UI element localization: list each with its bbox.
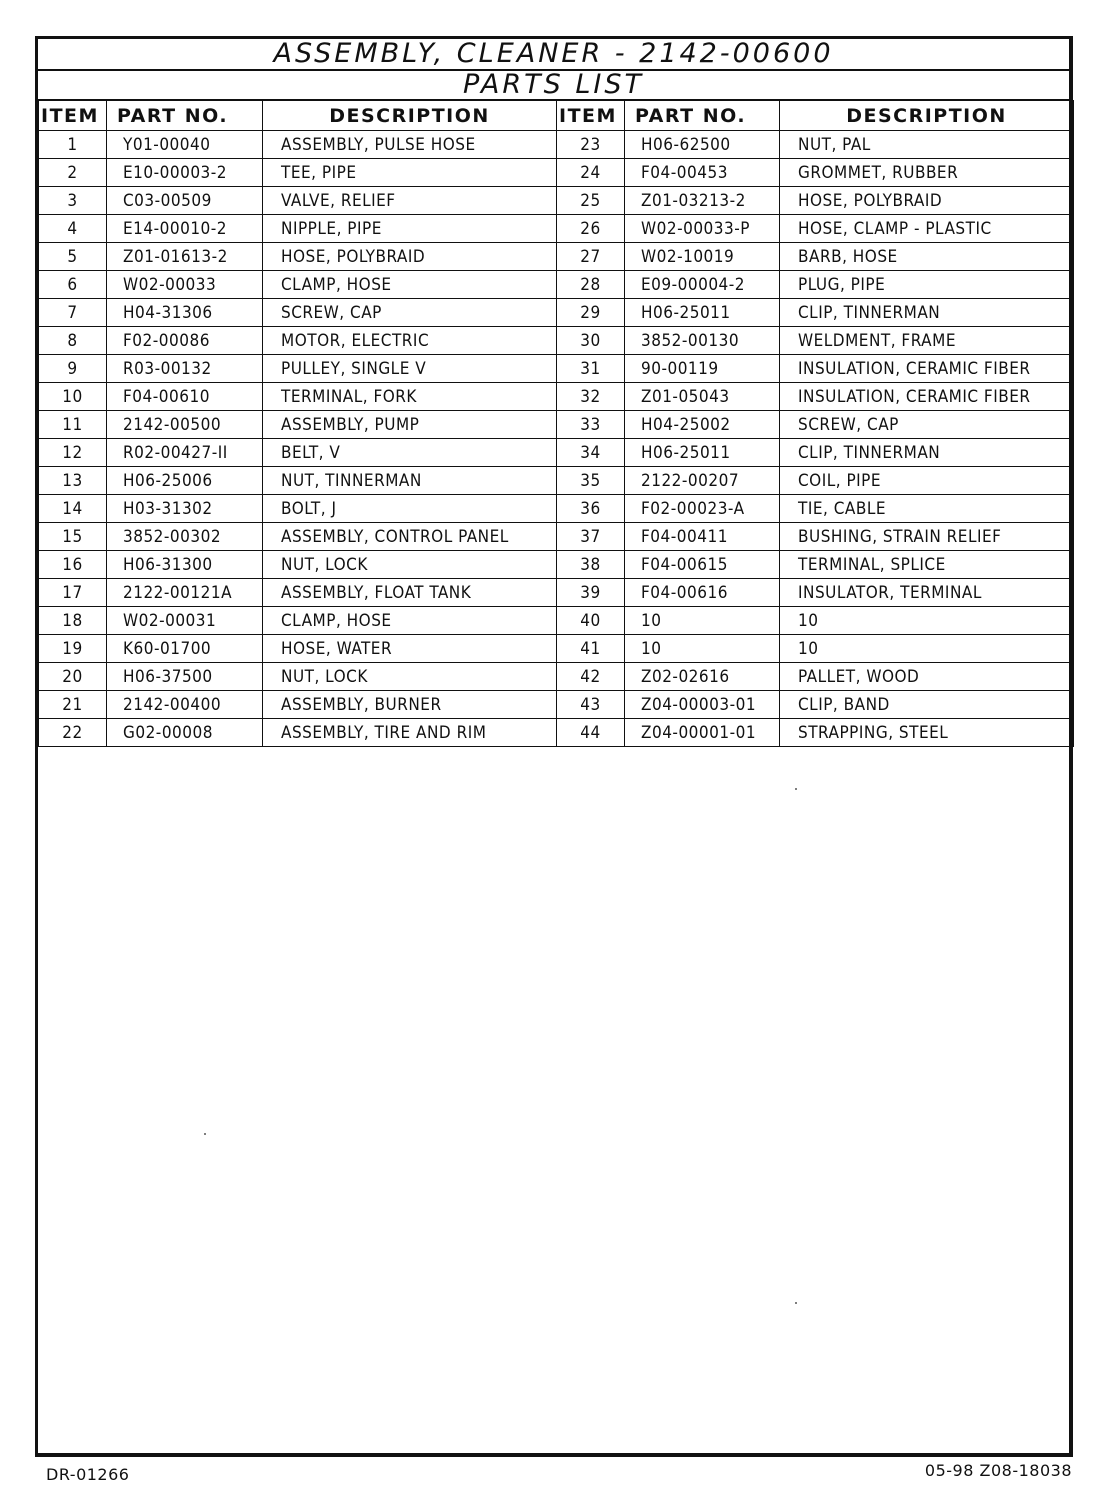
item-number-cell: 44 [557, 719, 625, 747]
part-number-cell: E14-00010-2 [107, 215, 263, 243]
description-cell: 10 [780, 607, 1074, 635]
part-number-cell: W02-00033-P [625, 215, 780, 243]
part-number-cell: W02-00033 [107, 271, 263, 299]
part-number-cell: 2122-00121A [107, 579, 263, 607]
description-cell: INSULATOR, TERMINAL [780, 579, 1074, 607]
description-cell: ASSEMBLY, PUMP [263, 411, 557, 439]
item-number-cell: 28 [557, 271, 625, 299]
part-number-cell: H06-31300 [107, 551, 263, 579]
item-number-cell: 33 [557, 411, 625, 439]
description-cell: TERMINAL, FORK [263, 383, 557, 411]
item-number-cell: 38 [557, 551, 625, 579]
item-number-cell: 10 [39, 383, 107, 411]
description-cell: CLIP, BAND [780, 691, 1074, 719]
item-number-cell: 17 [39, 579, 107, 607]
description-cell: MOTOR, ELECTRIC [263, 327, 557, 355]
item-number-cell: 35 [557, 467, 625, 495]
description-cell: HOSE, WATER [263, 635, 557, 663]
item-number-cell: 40 [557, 607, 625, 635]
part-number-cell: Y01-00040 [107, 131, 263, 159]
item-number-cell: 6 [39, 271, 107, 299]
part-number-cell: F04-00610 [107, 383, 263, 411]
item-number-cell: 4 [39, 215, 107, 243]
drawing-number: DR-01266 [46, 1465, 130, 1484]
item-number-cell: 26 [557, 215, 625, 243]
header-part-no-right: PART NO. [625, 101, 780, 131]
part-number-cell: G02-00008 [107, 719, 263, 747]
description-cell: TEE, PIPE [263, 159, 557, 187]
scan-speck [795, 1302, 797, 1304]
item-number-cell: 43 [557, 691, 625, 719]
part-number-cell: K60-01700 [107, 635, 263, 663]
part-number-cell: 2122-00207 [625, 467, 780, 495]
table-row [39, 495, 1074, 523]
table-row [39, 663, 1074, 691]
header-part-no-left: PART NO. [107, 101, 263, 131]
table-row [39, 551, 1074, 579]
part-number-cell: F04-00411 [625, 523, 780, 551]
item-number-cell: 16 [39, 551, 107, 579]
parts-table [38, 100, 1074, 747]
item-number-cell: 19 [39, 635, 107, 663]
table-row [39, 579, 1074, 607]
item-number-cell: 31 [557, 355, 625, 383]
part-number-cell: F02-00086 [107, 327, 263, 355]
description-cell: INSULATION, CERAMIC FIBER [780, 355, 1074, 383]
item-number-cell: 20 [39, 663, 107, 691]
part-number-cell: 10 [625, 635, 780, 663]
description-cell: ASSEMBLY, PULSE HOSE [263, 131, 557, 159]
item-number-cell: 37 [557, 523, 625, 551]
part-number-cell: H03-31302 [107, 495, 263, 523]
parts-list-title: PARTS LIST [38, 70, 1069, 101]
description-cell: TIE, CABLE [780, 495, 1074, 523]
table-row [39, 243, 1074, 271]
description-cell: HOSE, CLAMP - PLASTIC [780, 215, 1074, 243]
part-number-cell: Z02-02616 [625, 663, 780, 691]
description-cell: NUT, LOCK [263, 551, 557, 579]
part-number-cell: E09-00004-2 [625, 271, 780, 299]
item-number-cell: 2 [39, 159, 107, 187]
description-cell: CLIP, TINNERMAN [780, 299, 1074, 327]
part-number-cell: H06-25011 [625, 439, 780, 467]
description-cell: PALLET, WOOD [780, 663, 1074, 691]
description-cell: BELT, V [263, 439, 557, 467]
description-cell: ASSEMBLY, BURNER [263, 691, 557, 719]
part-number-cell: E10-00003-2 [107, 159, 263, 187]
table-row [39, 327, 1074, 355]
header-description-left: DESCRIPTION [263, 101, 557, 131]
table-row [39, 467, 1074, 495]
item-number-cell: 8 [39, 327, 107, 355]
part-number-cell: 2142-00500 [107, 411, 263, 439]
part-number-cell: 3852-00302 [107, 523, 263, 551]
table-row [39, 355, 1074, 383]
scan-speck [204, 1133, 206, 1135]
table-row [39, 523, 1074, 551]
item-number-cell: 27 [557, 243, 625, 271]
description-cell: CLIP, TINNERMAN [780, 439, 1074, 467]
item-number-cell: 23 [557, 131, 625, 159]
item-number-cell: 18 [39, 607, 107, 635]
table-row [39, 439, 1074, 467]
drawing-frame [35, 36, 1073, 1457]
header-item-left: ITEM [39, 101, 107, 131]
part-number-cell: 90-00119 [625, 355, 780, 383]
item-number-cell: 34 [557, 439, 625, 467]
description-cell: NUT, PAL [780, 131, 1074, 159]
part-number-cell: Z04-00001-01 [625, 719, 780, 747]
description-cell: PULLEY, SINGLE V [263, 355, 557, 383]
header-description-right: DESCRIPTION [780, 101, 1074, 131]
item-number-cell: 3 [39, 187, 107, 215]
revision-code: 05-98 Z08-18038 [924, 1461, 1072, 1480]
part-number-cell: H06-25011 [625, 299, 780, 327]
description-cell: BOLT, J [263, 495, 557, 523]
table-row [39, 383, 1074, 411]
table-row [39, 131, 1074, 159]
header-item-right: ITEM [557, 101, 625, 131]
item-number-cell: 5 [39, 243, 107, 271]
part-number-cell: F04-00453 [625, 159, 780, 187]
parts-table-body [39, 131, 1074, 747]
description-cell: STRAPPING, STEEL [780, 719, 1074, 747]
item-number-cell: 25 [557, 187, 625, 215]
item-number-cell: 21 [39, 691, 107, 719]
description-cell: NIPPLE, PIPE [263, 215, 557, 243]
item-number-cell: 1 [39, 131, 107, 159]
description-cell: 10 [780, 635, 1074, 663]
part-number-cell: Z01-01613-2 [107, 243, 263, 271]
description-cell: COIL, PIPE [780, 467, 1074, 495]
table-row [39, 159, 1074, 187]
part-number-cell: R02-00427-II [107, 439, 263, 467]
item-number-cell: 39 [557, 579, 625, 607]
item-number-cell: 32 [557, 383, 625, 411]
part-number-cell: Z04-00003-01 [625, 691, 780, 719]
part-number-cell: W02-00031 [107, 607, 263, 635]
table-row [39, 635, 1074, 663]
item-number-cell: 14 [39, 495, 107, 523]
part-number-cell: W02-10019 [625, 243, 780, 271]
table-row [39, 607, 1074, 635]
item-number-cell: 15 [39, 523, 107, 551]
description-cell: GROMMET, RUBBER [780, 159, 1074, 187]
part-number-cell: R03-00132 [107, 355, 263, 383]
description-cell: WELDMENT, FRAME [780, 327, 1074, 355]
part-number-cell: H04-31306 [107, 299, 263, 327]
item-number-cell: 9 [39, 355, 107, 383]
description-cell: BARB, HOSE [780, 243, 1074, 271]
description-cell: CLAMP, HOSE [263, 607, 557, 635]
part-number-cell: Z01-05043 [625, 383, 780, 411]
description-cell: TERMINAL, SPLICE [780, 551, 1074, 579]
description-cell: SCREW, CAP [780, 411, 1074, 439]
table-row [39, 215, 1074, 243]
item-number-cell: 24 [557, 159, 625, 187]
table-row [39, 691, 1074, 719]
item-number-cell: 30 [557, 327, 625, 355]
part-number-cell: 10 [625, 607, 780, 635]
table-header-row [39, 101, 1074, 131]
description-cell: HOSE, POLYBRAID [263, 243, 557, 271]
item-number-cell: 42 [557, 663, 625, 691]
description-cell: INSULATION, CERAMIC FIBER [780, 383, 1074, 411]
assembly-title: ASSEMBLY, CLEANER - 2142-00600 [38, 39, 1069, 71]
table-row [39, 719, 1074, 747]
part-number-cell: 3852-00130 [625, 327, 780, 355]
item-number-cell: 41 [557, 635, 625, 663]
description-cell: BUSHING, STRAIN RELIEF [780, 523, 1074, 551]
part-number-cell: C03-00509 [107, 187, 263, 215]
table-row [39, 299, 1074, 327]
description-cell: ASSEMBLY, FLOAT TANK [263, 579, 557, 607]
scan-speck [795, 788, 797, 790]
table-row [39, 271, 1074, 299]
item-number-cell: 36 [557, 495, 625, 523]
part-number-cell: H06-25006 [107, 467, 263, 495]
description-cell: HOSE, POLYBRAID [780, 187, 1074, 215]
part-number-cell: F04-00616 [625, 579, 780, 607]
description-cell: ASSEMBLY, CONTROL PANEL [263, 523, 557, 551]
description-cell: SCREW, CAP [263, 299, 557, 327]
item-number-cell: 12 [39, 439, 107, 467]
part-number-cell: H06-62500 [625, 131, 780, 159]
description-cell: CLAMP, HOSE [263, 271, 557, 299]
description-cell: PLUG, PIPE [780, 271, 1074, 299]
table-row [39, 411, 1074, 439]
item-number-cell: 29 [557, 299, 625, 327]
part-number-cell: F04-00615 [625, 551, 780, 579]
description-cell: NUT, LOCK [263, 663, 557, 691]
description-cell: ASSEMBLY, TIRE AND RIM [263, 719, 557, 747]
item-number-cell: 11 [39, 411, 107, 439]
item-number-cell: 22 [39, 719, 107, 747]
part-number-cell: H06-37500 [107, 663, 263, 691]
item-number-cell: 7 [39, 299, 107, 327]
part-number-cell: F02-00023-A [625, 495, 780, 523]
part-number-cell: Z01-03213-2 [625, 187, 780, 215]
part-number-cell: 2142-00400 [107, 691, 263, 719]
description-cell: VALVE, RELIEF [263, 187, 557, 215]
table-row [39, 187, 1074, 215]
part-number-cell: H04-25002 [625, 411, 780, 439]
item-number-cell: 13 [39, 467, 107, 495]
description-cell: NUT, TINNERMAN [263, 467, 557, 495]
